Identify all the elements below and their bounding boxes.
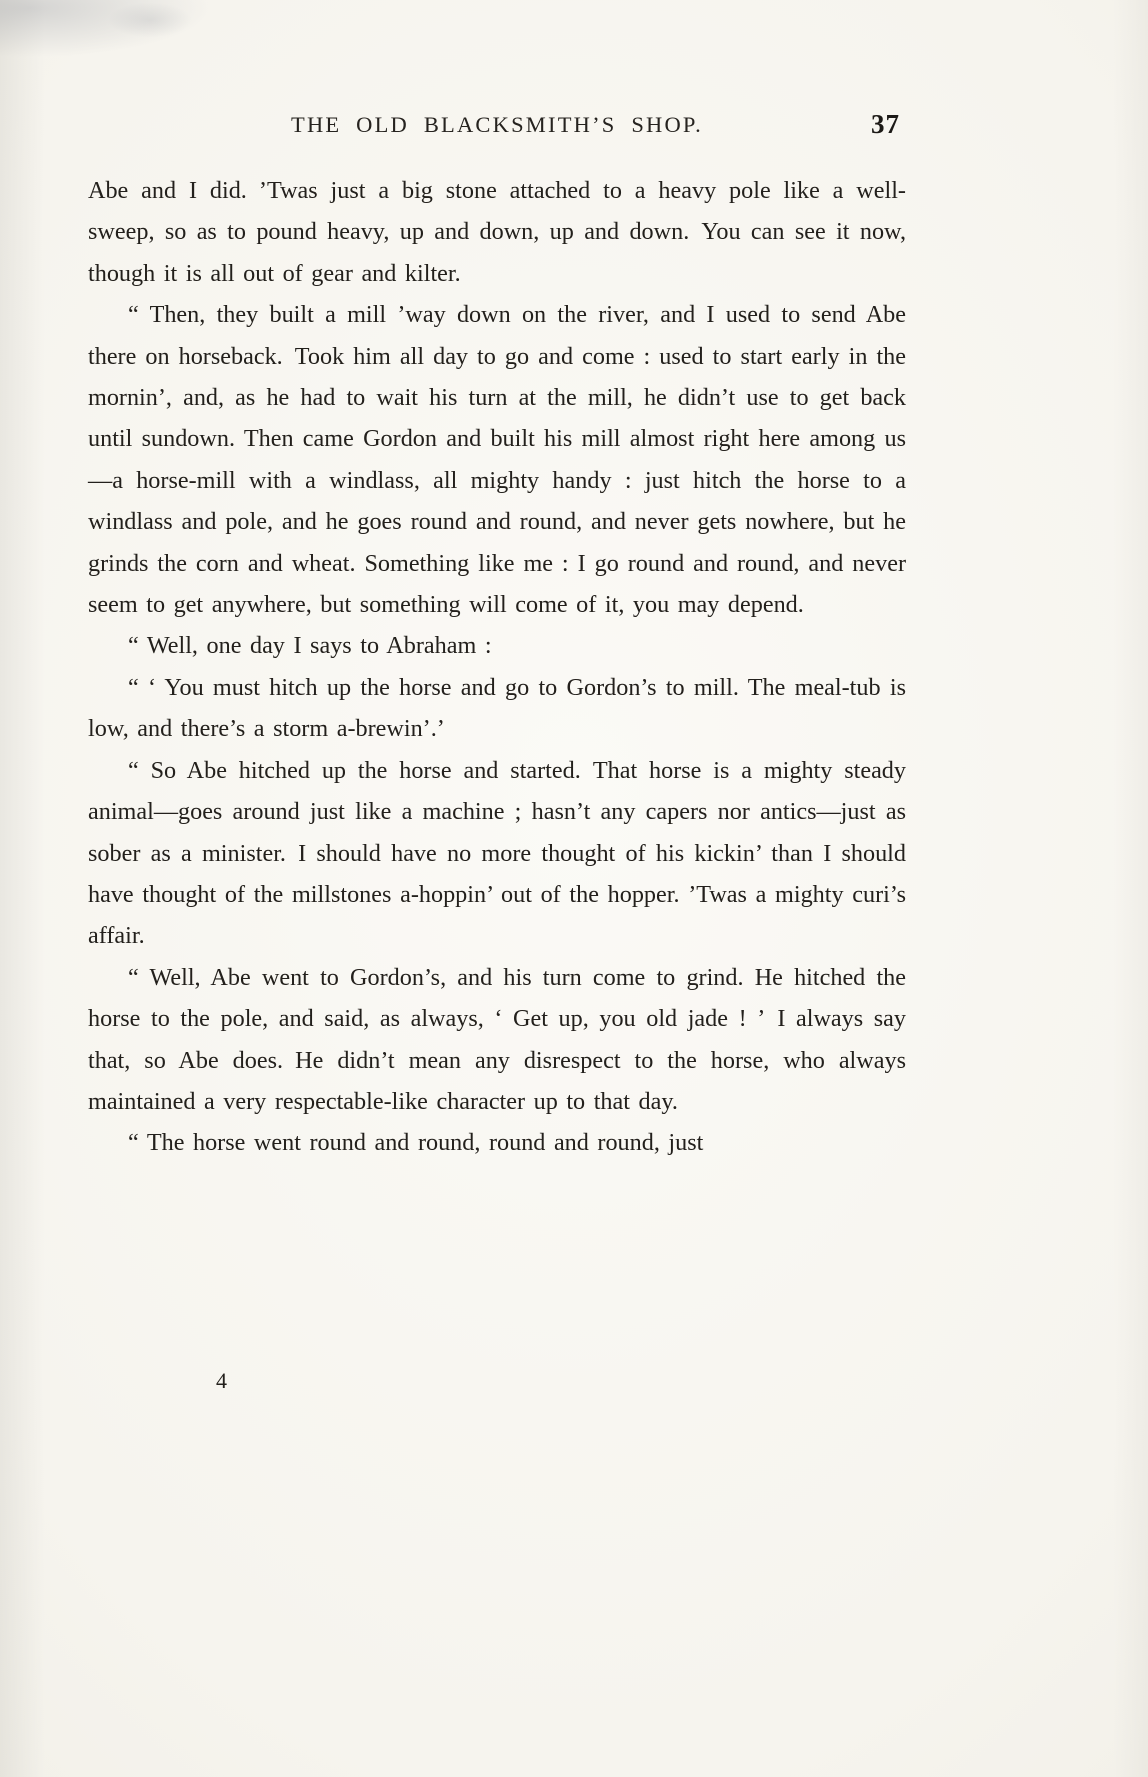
paragraph: “ Well, one day I says to Abraham : [128, 632, 492, 660]
page-header [88, 109, 906, 139]
page-number: 37 [871, 109, 900, 139]
paragraph: “ Well, Abe went to Gordon’s, and his turn come to grind. He hitched the horse to the pole, and said, as always, ‘ Get up, you old jade ! ’ I always say that, so Abe does. He didn’t mean any disrespect to the horse, who always maintained a very respectable-like character up to that day. [88, 963, 906, 1115]
running-title: THE OLD BLACKSMITH’S SHOP. [291, 112, 703, 137]
paragraph: “ ‘ You must hitch up the horse and go to Gordon’s to mill. The meal-tub is low, and there’s a storm a-brewin’.’ [88, 673, 906, 743]
signature-mark: 4 [216, 1368, 227, 1393]
paragraph: “ Then, they built a mill ’way down on the river, and I used to send Abe there on horseback. Took him all day to go and come : used to start early in the mornin’, and, as he had to wait his turn at the mill, he didn’t use to get back until sundown. Then came Gordon and built his mill almost right here among us—a horse-mill with a windlass, all mighty handy : just hitch the horse to a windlass and pole, and he goes round and round, and never gets nowhere, but he grinds the corn and wheat. Something like me : I go round and round, and never seem to get anywhere, but something will come of it, you may depend. [88, 301, 906, 619]
paragraph: “ The horse went round and round, round and round, just [128, 1129, 704, 1157]
paragraph: “ So Abe hitched up the horse and started. That horse is a mighty steady animal—goes around just like a machine ; hasn’t any capers nor antics—just as sober as a minister. I should have no more thought of his kickin’ than I should have thought of the millstones a-hoppin’ out of the hopper. ’Twas a mighty curi’s affair. [88, 756, 906, 950]
paragraph: Abe and I did. ’Twas just a big stone attached to a heavy pole like a well-sweep, so as to pound heavy, up and down, up and down. You can see it now, though it is all out of gear and kilter. [88, 177, 906, 287]
body-text [88, 170, 906, 1164]
